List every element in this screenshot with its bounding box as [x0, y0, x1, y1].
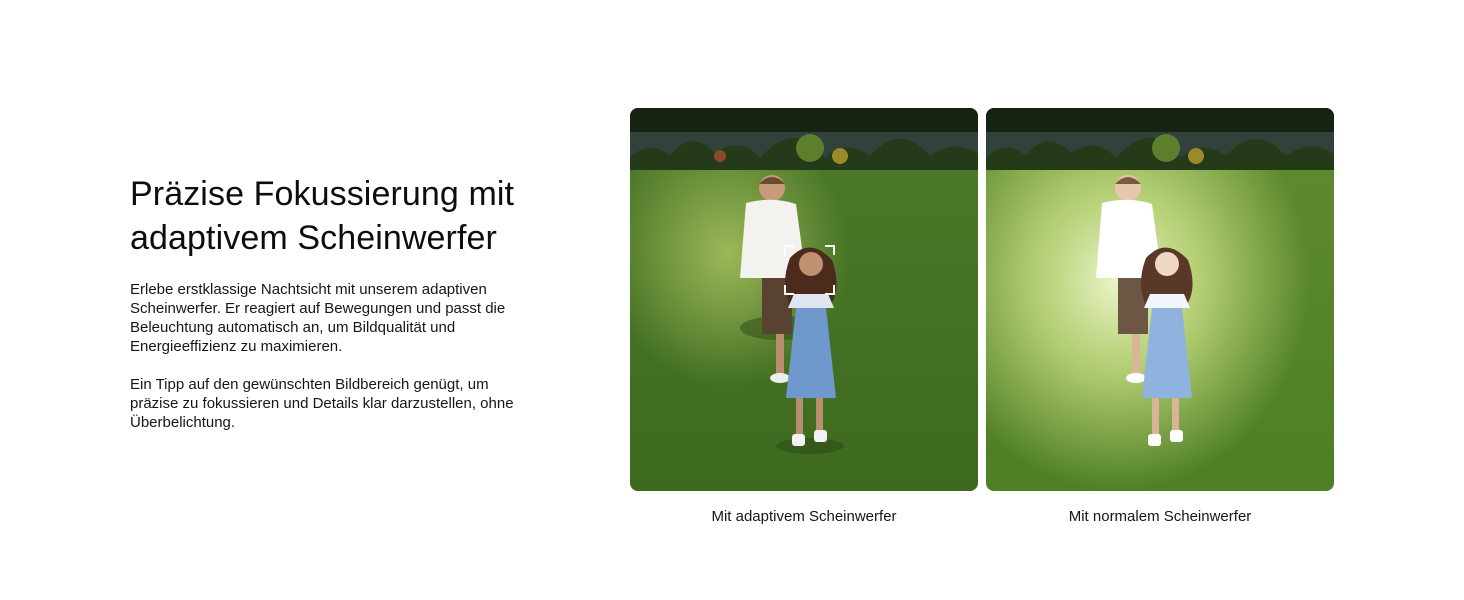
caption-adaptive-spotlight: Mit adaptivem Scheinwerfer	[711, 508, 897, 525]
feature-text	[130, 172, 550, 432]
feature-description-2: Ein Tipp auf den gewünschten Bildbereich genügt, um präzise zu fokussieren und Details klar darzustellen, ohne Überbelichtung.	[130, 376, 514, 431]
photo-adaptive-spotlight	[630, 108, 978, 491]
photo-normal-spotlight	[986, 108, 1334, 491]
feature-headline: Präzise Fokussierung mit adaptivem Scheinwerfer	[130, 175, 515, 257]
caption-normal-spotlight: Mit normalem Scheinwerfer	[1068, 508, 1252, 525]
feature-description-1: Erlebe erstklassige Nachtsicht mit unserem adaptiven Scheinwerfer. Er reagiert auf Bewegungen und passt die Beleuchtung automatisch an, um Bildqualität und Energieeffizienz zu maximieren.	[130, 281, 506, 355]
